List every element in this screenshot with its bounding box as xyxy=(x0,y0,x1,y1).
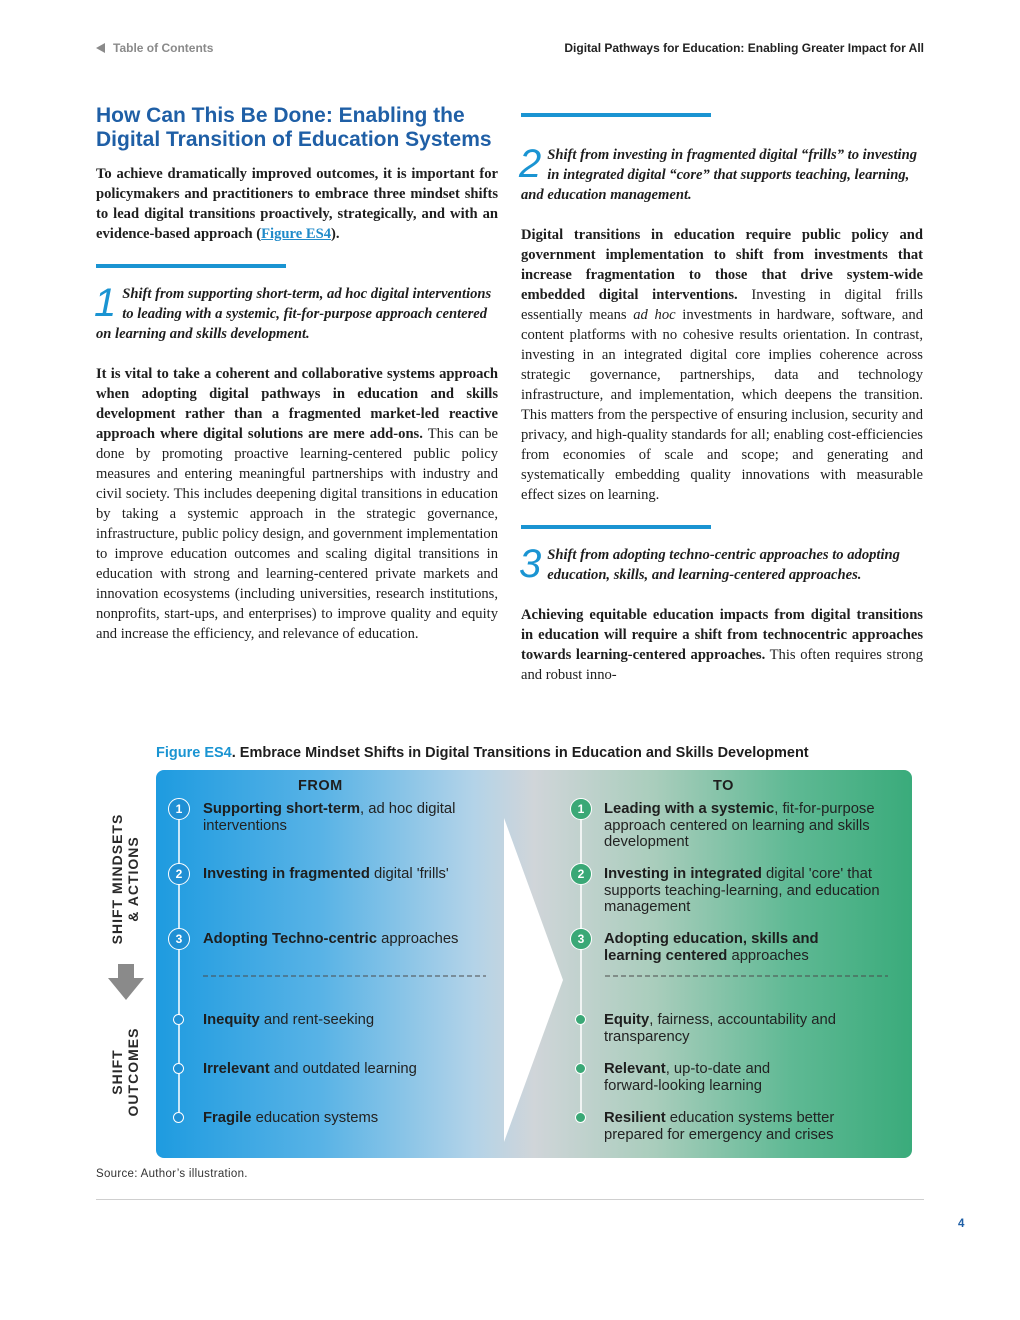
intro-end: ). xyxy=(331,226,340,242)
section-rule xyxy=(521,525,711,529)
mindset-shift-figure xyxy=(156,770,912,1158)
to-outcome-3-bold: Resilient xyxy=(604,1110,666,1126)
shift-3-body xyxy=(521,605,923,685)
document-title: Digital Pathways for Education: Enabling Greater Impact for All xyxy=(564,41,924,55)
to-outcome-3-rest: education systems better prepared for emergency and crises xyxy=(604,1110,835,1143)
table-of-contents-link[interactable] xyxy=(96,41,213,55)
to-item-3-rest: approaches xyxy=(727,947,809,964)
to-item-3 xyxy=(604,931,874,964)
shift-mindsets-line-2: & ACTIONS xyxy=(125,836,141,922)
from-item-3-bold: Adopting Techno-centric xyxy=(203,931,377,947)
footer-divider xyxy=(96,1199,924,1200)
to-outcome-1-bold: Equity xyxy=(604,1012,650,1028)
shift-2 xyxy=(519,142,923,205)
from-outcome-3-rest: education systems xyxy=(251,1110,379,1126)
to-item-3-bold: Adopting education, skills and learning centered xyxy=(604,931,819,964)
shift-3-body-bold: Achieving equitable education impacts from digital transitions in education will require a shift from technocentric approaches towards learning-centered approaches. xyxy=(521,607,923,663)
shift-2-text: Shift from investing in fragmented digital “frills” to investing in integrated digital “core” that supports teaching, learning, and education management. xyxy=(521,147,917,203)
to-outcome-1-rest: , fairness, accountability and transparency xyxy=(604,1012,836,1045)
from-outcome-2 xyxy=(203,1061,493,1078)
intro-paragraph xyxy=(96,164,498,244)
from-badge-3: 3 xyxy=(168,928,190,950)
to-header: TO xyxy=(713,778,734,794)
from-item-2-bold: Investing in fragmented xyxy=(203,866,370,882)
figure-es4-link[interactable]: Figure ES4 xyxy=(261,226,332,242)
to-outcome-dot-3 xyxy=(575,1112,586,1123)
from-header: FROM xyxy=(298,778,343,794)
shift-2-body xyxy=(521,225,923,505)
from-outcome-2-bold: Irrelevant xyxy=(203,1061,270,1077)
to-outcome-2-rest: , up-to-date and forward-looking learning xyxy=(604,1061,771,1094)
section-heading: How Can This Be Done: Enabling the Digital Transition of Education Systems xyxy=(96,104,492,151)
to-outcome-dot-1 xyxy=(575,1014,586,1025)
to-outcome-2 xyxy=(604,1061,804,1094)
down-arrow-icon xyxy=(106,964,146,1002)
from-item-2-rest: digital 'frills' xyxy=(369,866,449,882)
from-outcome-dot-3 xyxy=(173,1112,184,1123)
shift-1-body-rest: This can be done by promoting proactive learning-centered public policy measures and entering meaningful partnerships with industry and civil society. This includes deepening digital transitions in education by taking a systemic approach in the strategic governance, infrastructure, public policy design, and government implementation to improve education outcomes and scaling digital transitions in education with strong and learning-centered private markets and innovation ecosystems (including universities, research institutions, nonprofits, start-ups, and enterprises) to improve quality and equity and increase the efficiency, and relevance of education. xyxy=(96,426,498,642)
from-item-3 xyxy=(203,931,493,948)
from-outcome-1-rest: and rent-seeking xyxy=(259,1012,375,1028)
figure-source: Source: Author’s illustration. xyxy=(96,1168,248,1180)
to-outcome-1 xyxy=(604,1012,889,1045)
shift-2-body-a: Investing in digital frills essentially means xyxy=(521,287,923,323)
shift-outcomes-line-2: OUTCOMES xyxy=(125,1027,141,1117)
from-outcome-dot-1 xyxy=(173,1014,184,1025)
to-badge-2: 2 xyxy=(570,863,592,885)
shift-3 xyxy=(519,542,923,586)
from-item-1 xyxy=(203,801,493,834)
shift-mindsets-label xyxy=(109,809,143,949)
section-rule xyxy=(96,264,286,268)
from-badge-2: 2 xyxy=(168,863,190,885)
from-item-3-rest: approaches xyxy=(377,931,459,947)
left-column xyxy=(96,100,498,644)
intro-text: To achieve dramatically improved outcomes, it is important for policymakers and practitioners to embrace three mindset shifts to lead digital transitions proactively, strategically, and with an evidence-based approach ( xyxy=(96,166,498,242)
from-outcome-3-bold: Fragile xyxy=(203,1110,252,1126)
to-item-1-bold: Leading with a systemic xyxy=(604,801,775,817)
shift-2-body-bold: Digital transitions in education require public policy and government implementation to shift from investments that increase fragmentation to those that drive system-wide embedded digital interventions. xyxy=(521,227,923,303)
from-outcome-1 xyxy=(203,1012,493,1029)
shift-1-body-bold: It is vital to take a coherent and collaborative systems approach when adopting digital pathways in education and skills development rather than a fragmented market-led reactive approach where digital solutions are mere add-ons. xyxy=(96,366,498,442)
shift-1 xyxy=(94,281,498,344)
shift-2-body-b: investments in hardware, software, and content platforms with no cohesive results orientation. In contrast, investing in an integrated digital core implies coherence across strategic governance, partnerships, data and technology infrastructure, and implementation, which deepens the transition. This matters from the perspective of ensuring inclusion, security and privacy, and high-quality standards for all; enabling cost-efficiencies from economies of scale and scope; and generating and systematically embedding quality innovations with measurable effect sizes on learning. xyxy=(521,307,923,503)
shift-2-number: 2 xyxy=(519,142,542,186)
from-item-1-bold: Supporting short-term xyxy=(203,801,361,817)
shift-2-body-em: ad hoc xyxy=(633,307,676,323)
shift-outcomes-line-1: SHIFT xyxy=(109,1049,125,1095)
from-outcome-2-rest: and outdated learning xyxy=(269,1061,417,1077)
shift-mindsets-line-1: SHIFT MINDSETS xyxy=(109,813,125,945)
from-item-2 xyxy=(203,866,493,883)
shift-3-body-rest: This often requires strong and robust inno- xyxy=(521,647,924,683)
shift-3-text: Shift from adopting techno-centric approaches to adopting education, skills, and learning-centered approaches. xyxy=(547,547,900,583)
from-item-1-rest: , ad hoc digital interventions xyxy=(203,801,456,834)
section-rule xyxy=(521,113,711,117)
from-badge-1: 1 xyxy=(168,798,190,820)
from-outcome-3 xyxy=(203,1110,493,1127)
to-outcome-dot-2 xyxy=(575,1063,586,1074)
to-item-2-rest: digital 'core' that supports teaching-learning, and education management xyxy=(604,866,880,915)
to-item-2-bold: Investing in integrated xyxy=(604,866,762,882)
shift-outcomes-label xyxy=(109,1012,143,1132)
to-badge-1: 1 xyxy=(570,798,592,820)
to-item-1 xyxy=(604,801,889,851)
to-badge-3: 3 xyxy=(570,928,592,950)
figure-caption xyxy=(156,745,809,761)
from-outcome-1-bold: Inequity xyxy=(203,1012,260,1028)
shift-1-number: 1 xyxy=(94,281,117,325)
shift-1-text: Shift from supporting short-term, ad hoc digital interventions to leading with a systemic, fit-for-purpose approach centered on learning and skills development. xyxy=(96,286,492,342)
right-column xyxy=(521,100,923,685)
to-item-2 xyxy=(604,866,889,916)
to-outcome-2-bold: Relevant xyxy=(604,1061,666,1077)
figure-title: . Embrace Mindset Shifts in Digital Transitions in Education and Skills Development xyxy=(231,745,809,761)
figure-label: Figure ES4 xyxy=(156,745,232,761)
back-arrow-icon xyxy=(96,43,105,53)
shift-1-body xyxy=(96,364,498,644)
shift-3-number: 3 xyxy=(519,542,542,586)
to-outcome-3 xyxy=(604,1110,889,1143)
from-outcome-dot-2 xyxy=(173,1063,184,1074)
chevron-arrow-shape xyxy=(504,818,563,1142)
to-item-1-rest: , fit-for-purpose approach centered on learning and skills development xyxy=(604,801,875,850)
toc-label: Table of Contents xyxy=(113,41,214,55)
page-number: 4 xyxy=(958,1218,965,1230)
